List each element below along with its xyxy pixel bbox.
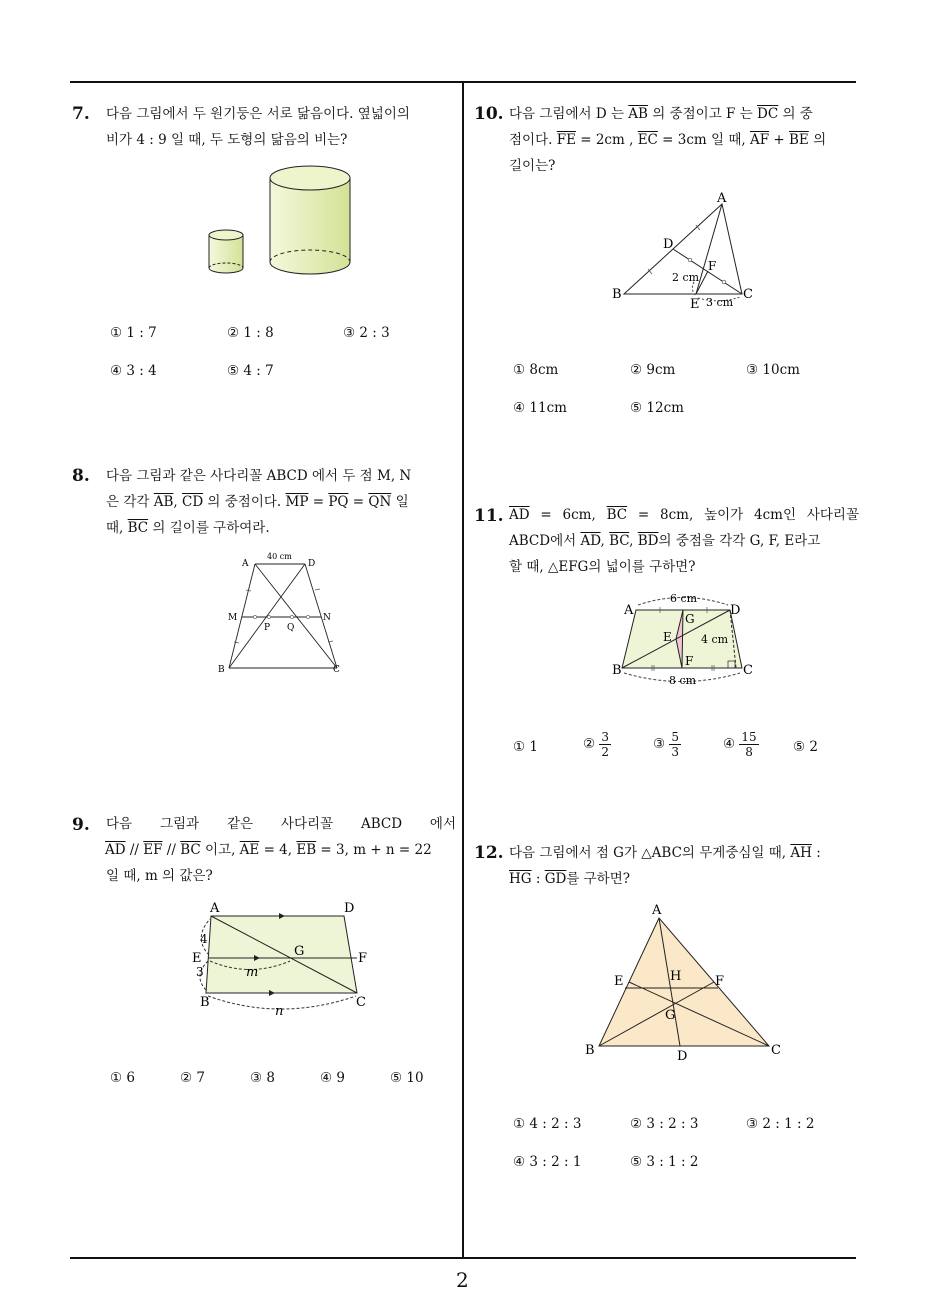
label-C: C [743,663,753,678]
choice-1[interactable]: ① 6 [110,1070,135,1086]
label-4: 4 [200,932,208,946]
question-text [509,502,859,580]
label-M: M [228,613,238,623]
trapezoid-lines-figure [190,898,380,1020]
text-line: 할 때, △EFG의 넓이를 구하면? [509,559,696,575]
label-D: D [308,559,316,569]
label-B: B [612,287,622,302]
text-line: ABCD에서 $\overline{AD}$, $\overline{BC}$, $\overline{BD}$의 중점을 각각 G, F, E라고 [509,533,821,549]
question-text [106,101,456,153]
label-N: N [323,613,331,623]
choice-2[interactable]: ② 7 [180,1070,205,1086]
label-3cm: 3 cm [706,296,734,309]
text-line: 다음 그림과 같은 사다리꼴 ABCD 에서 두 점 M, N [106,468,412,484]
page-number: 2 [456,1268,469,1292]
text-line: $\overline{AD} = 6cm$, $\overline{BC} = 8cm$, 높이가 4cm인 사다리꼴 [509,507,859,523]
label-G: G [665,1008,676,1023]
trapezoid-figure [215,550,355,680]
label-C: C [771,1043,781,1058]
choice-1[interactable]: ① 1 : 7 [110,325,157,341]
label-4cm: 4 cm [701,633,729,646]
choice-3[interactable]: ③ $\frac{5}{3}$ [653,730,680,759]
label-top-length: 40 cm [267,552,292,561]
choice-3[interactable]: ③ 2 : 3 [343,325,390,341]
label-E: E [614,974,624,989]
label-B: B [585,1043,595,1058]
trapezoid-area-figure [612,590,762,690]
choice-4[interactable]: ④ 3 : 2 : 1 [513,1154,582,1170]
label-D: D [677,1049,688,1064]
question-number: 12. [474,843,504,863]
choice-4[interactable]: ④ $\frac{15}{8}$ [723,730,757,759]
label-P: P [264,623,271,633]
choice-2[interactable]: ② 9cm [630,362,676,378]
question-number: 8. [72,466,90,486]
label-C: C [743,287,753,302]
label-F: F [715,974,725,989]
text-line: 다음 그림과 같은 사다리꼴 ABCD 에서 [106,816,456,832]
label-3: 3 [196,965,204,979]
label-H: H [670,969,682,984]
label-D: D [730,603,741,618]
text-line: 비가 4 : 9 일 때, 두 도형의 닮음의 비는? [106,132,348,148]
label-B: B [200,995,210,1010]
label-G: G [294,944,305,959]
label-m: m [246,965,259,980]
choice-2[interactable]: ② $\frac{3}{2}$ [583,730,610,759]
choice-1[interactable]: ① 4 : 2 : 3 [513,1116,582,1132]
label-F: F [708,259,717,273]
text-line: 일 때, m 의 값은? [106,868,213,884]
choice-4[interactable]: ④ 9 [320,1070,345,1086]
label-A: A [717,191,727,206]
question-number: 9. [72,815,90,835]
choice-4[interactable]: ④ 11cm [513,400,567,416]
choice-4[interactable]: ④ 3 : 4 [110,363,157,379]
question-text [106,811,456,889]
text-line: 은 각각 $\overline{AB}$, $\overline{CD}$ 의 중점이다. $\overline{MP} = \overline{PQ} = \overline{QN}$ 일 [106,494,409,510]
answer-choices [513,730,853,770]
label-Q: Q [287,623,295,633]
choice-5[interactable]: ⑤ 3 : 1 : 2 [630,1154,699,1170]
question-number: 7. [72,104,90,124]
question-text [509,101,859,179]
choice-5[interactable]: ⑤ 12cm [630,400,684,416]
text-line: 다음 그림에서 두 원기둥은 서로 닮음이다. 옆넓이의 [106,106,410,122]
question-number: 11. [474,506,504,526]
choice-5[interactable]: ⑤ 10 [390,1070,424,1086]
label-A: A [210,901,220,916]
column-divider [462,82,464,1258]
label-G: G [685,612,695,626]
label-E: E [192,951,202,966]
question-text [106,463,462,541]
question-number: 10. [474,104,504,124]
choice-5[interactable]: ⑤ 2 [793,739,818,755]
text-line: $\overline{HG}$ : $\overline{GD}$를 구하면? [509,871,631,887]
choice-3[interactable]: ③ 10cm [746,362,800,378]
label-6cm: 6 cm [670,592,698,605]
centroid-figure [582,900,792,1065]
text-line: 길이는? [509,158,556,174]
label-D: D [344,901,355,916]
label-D: D [663,237,674,252]
label-E: E [663,630,672,644]
choice-1[interactable]: ① 8cm [513,362,559,378]
label-2cm: 2 cm [672,271,700,284]
text-line: 다음 그림에서 점 G가 △ABC의 무게중심일 때, $\overline{AH}$ : [509,845,821,861]
choice-2[interactable]: ② 1 : 8 [227,325,274,341]
label-C: C [356,995,366,1010]
label-C: C [333,665,340,675]
label-B: B [612,663,622,678]
text-line: 다음 그림에서 D 는 $\overline{AB}$ 의 중점이고 F 는 $\overline{DC}$ 의 중 [509,106,813,122]
label-A: A [652,903,662,918]
label-F: F [358,951,368,966]
cylinders-figure [200,160,360,280]
text-line: $\overline{AD} // \overline{EF} // \overline{BC}$ 이고, $\overline{AE} = 4$, $\overline{EB} = 3$, m + n = 22 [105,842,432,858]
choice-3[interactable]: ③ 2 : 1 : 2 [746,1116,815,1132]
triangle-midpoint-figure [610,190,760,312]
text-line: 때, $\overline{BC}$ 의 길이를 구하여라. [106,520,270,536]
label-E: E [690,297,700,312]
label-B: B [218,665,225,675]
label-n: n [275,1004,284,1019]
label-F: F [685,654,694,668]
choice-5[interactable]: ⑤ 4 : 7 [227,363,274,379]
choice-1[interactable]: ① 1 [513,739,538,755]
label-A: A [242,559,249,569]
label-A: A [624,603,634,618]
choice-2[interactable]: ② 3 : 2 : 3 [630,1116,699,1132]
text-line: 점이다. $\overline{FE} = 2cm$ , $\overline{EC} = 3cm$ 일 때, $\overline{AF} + \overline{BE}$ 의 [509,132,827,148]
question-text [509,840,859,892]
choice-3[interactable]: ③ 8 [250,1070,275,1086]
label-8cm: 8 cm [669,674,697,687]
